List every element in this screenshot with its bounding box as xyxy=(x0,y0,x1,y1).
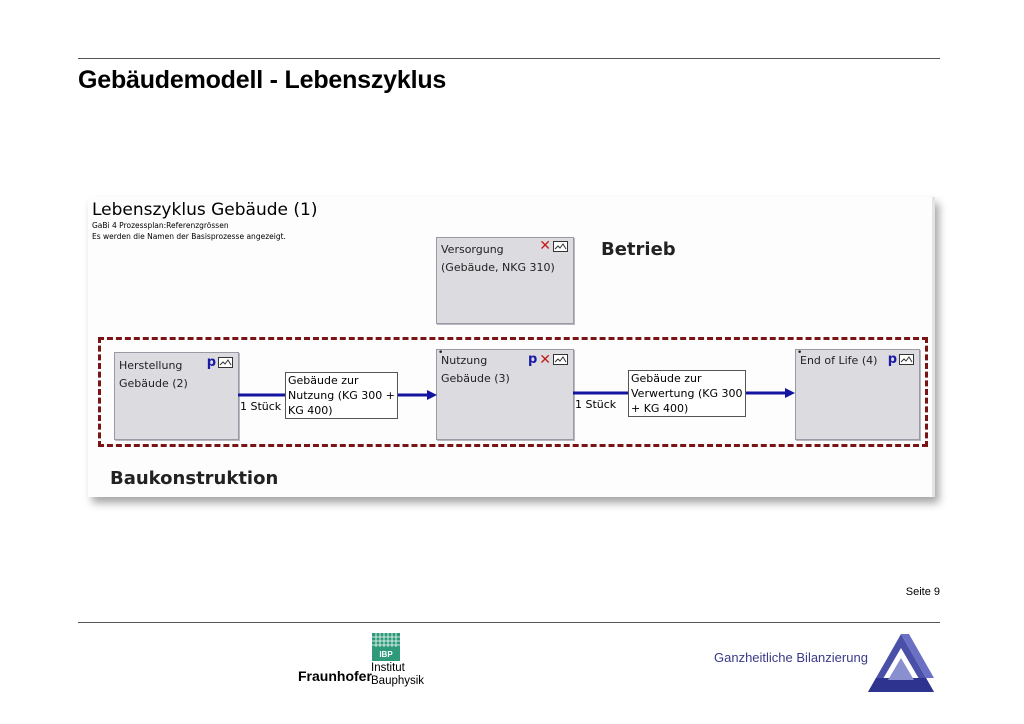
flow-quantity: 1 Stück xyxy=(240,400,282,413)
institute-line: Institut xyxy=(371,662,405,674)
fraunhofer-name: Fraunhofer xyxy=(298,668,372,684)
process-label: Gebäude (3) xyxy=(441,372,510,385)
institute-name xyxy=(371,662,424,688)
flow-arrows xyxy=(88,197,935,497)
marker-dot: • xyxy=(797,348,803,358)
plan-title: Lebenszyklus Gebäude (1) xyxy=(92,200,318,220)
process-label: (Gebäude, NKG 310) xyxy=(441,261,555,274)
footer-tagline: Ganzheitliche Bilanzierung xyxy=(714,650,868,665)
institute-line: Bauphysik xyxy=(371,675,425,687)
flow-label-line: Verwertung (KG 300 xyxy=(631,387,743,400)
footer-rule xyxy=(78,622,940,623)
process-label: Herstellung xyxy=(119,359,183,372)
process-label: Versorgung xyxy=(441,243,504,256)
plan-subtitle-note: Es werden die Namen der Basisprozesse angezeigt. xyxy=(92,232,286,241)
flow-label[interactable] xyxy=(628,370,746,417)
flow-label-line: Gebäude zur xyxy=(631,372,702,385)
slide-title: Gebäudemodell - Lebenszyklus xyxy=(78,66,447,94)
x-icon: ✕ xyxy=(539,238,551,254)
ibp-logo xyxy=(372,633,400,661)
process-label: Gebäude (2) xyxy=(119,377,188,390)
marker-dot: • xyxy=(438,348,444,358)
process-label: Nutzung xyxy=(441,354,488,367)
p-icon: p xyxy=(206,355,216,370)
page-number: Seite 9 xyxy=(905,586,940,598)
arrowhead-icon xyxy=(427,390,437,400)
ibp-logo-text: IBP xyxy=(379,650,393,659)
flow-label-line: Nutzung (KG 300 + xyxy=(288,389,395,402)
flow-label-line: + KG 400) xyxy=(631,402,689,415)
flow-label-line: Gebäude zur xyxy=(288,374,359,387)
header-rule xyxy=(78,58,940,59)
region-label-betrieb: Betrieb xyxy=(601,239,676,260)
p-icon: p xyxy=(527,352,538,367)
flow-quantity: 1 Stück xyxy=(575,398,617,411)
process-plan-screenshot xyxy=(88,197,935,497)
flow-label[interactable] xyxy=(285,372,398,419)
flow-label-line: KG 400) xyxy=(288,404,333,417)
impossible-triangle-logo xyxy=(866,632,936,694)
x-icon: ✕ xyxy=(539,351,551,368)
process-label: End of Life (4) xyxy=(800,354,878,367)
plan-subtitle: GaBi 4 Prozessplan:Referenzgrössen xyxy=(92,221,229,230)
p-icon: p xyxy=(887,352,897,367)
arrowhead-icon xyxy=(785,388,795,398)
region-label-baukonstruktion: Baukonstruktion xyxy=(110,468,279,489)
